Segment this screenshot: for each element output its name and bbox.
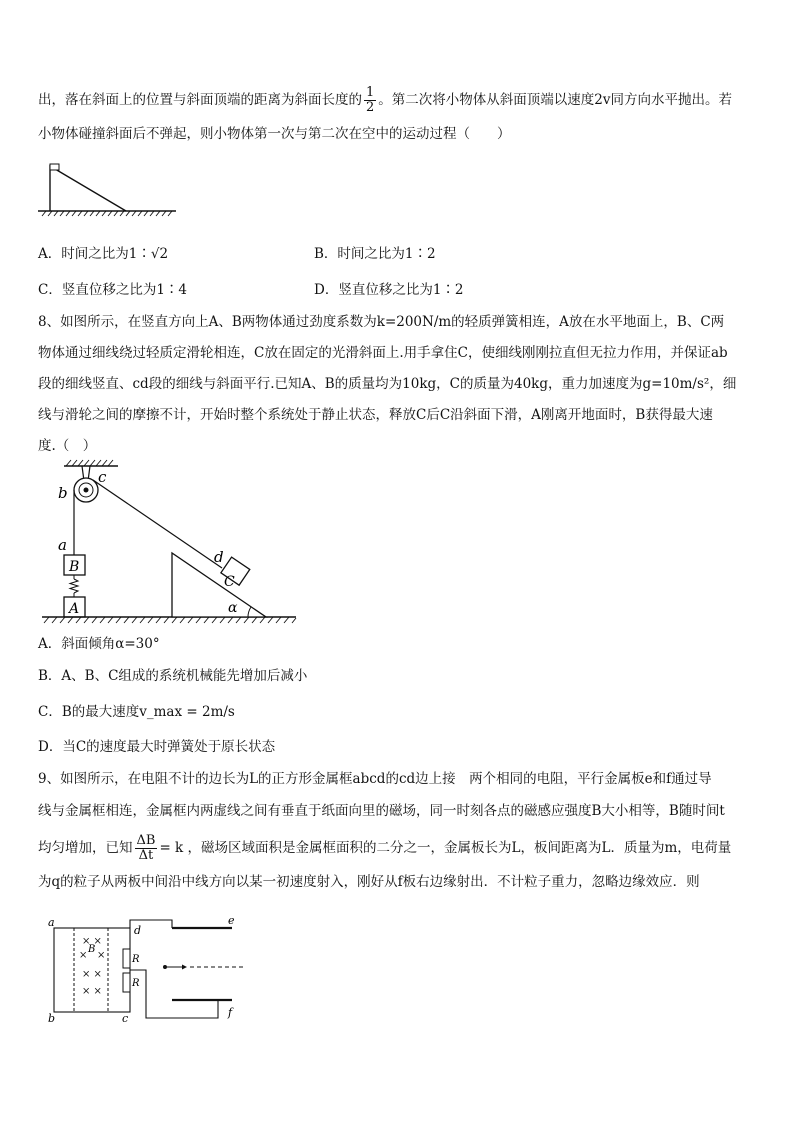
- q9-line1: 9、如图所示，在电阻不计的边长为L的正方形金属框abcd的cd边上接 两个相同的电阻，平行金属板e和f通过导: [38, 771, 712, 787]
- q8-label-b: b: [58, 484, 68, 502]
- q7-option-b: B．时间之比为1∶2: [314, 246, 436, 262]
- q9-label-d: d: [134, 924, 142, 937]
- svg-text:×: ×: [97, 950, 106, 961]
- q7-incline-figure: [36, 160, 186, 220]
- q8-line2: 物体通过细线绕过轻质定滑轮相连，C放在固定的光滑斜面上.用手拿住C，使细线刚刚拉直但无拉力作用，并保证ab: [38, 345, 728, 361]
- q8-label-d: d: [214, 548, 224, 566]
- q7-line1-post: 。第二次将小物体从斜面顶端以速度2v同方向水平抛出。若: [378, 92, 732, 108]
- q9-label-e: e: [228, 914, 235, 927]
- q9-line3: [38, 834, 731, 863]
- q9-line4: 为q的粒子从两板中间沿中线方向以某一初速度射入，刚好从f板右边缘射出．不计粒子重力，忽略边缘效应．则: [38, 874, 700, 890]
- q7-option-d: D．竖直位移之比为1∶2: [314, 282, 464, 298]
- q8-line3: 段的细线竖直、cd段的细线与斜面平行.已知A、B的质量均为10kg，C的质量为40kg，重力加速度为g=10m/s²，细: [38, 376, 737, 392]
- q8-label-block-b: B: [69, 559, 80, 575]
- q9-fraction: [135, 834, 158, 863]
- q8-line1: 8、如图所示，在竖直方向上A、B两物体通过劲度系数为k=200N/m的轻质弹簧相连，A放在水平地面上，B、C两: [38, 314, 725, 330]
- q9-circuit-figure: [46, 912, 256, 1024]
- q7-option-c: C．竖直位移之比为1∶4: [38, 282, 188, 298]
- q9-label-r2: R: [132, 978, 140, 989]
- q8-line5: 度.（ ）: [38, 438, 97, 454]
- q9-label-field-b: B: [88, 944, 96, 955]
- svg-text:× ×: × ×: [82, 936, 102, 947]
- q7-line2: 小物体碰撞斜面后不弹起，则小物体第一次与第二次在空中的运动过程（ ）: [38, 126, 511, 142]
- q8-option-a: A．斜面倾角α=30°: [38, 636, 160, 652]
- q9-label-c: c: [122, 1012, 129, 1025]
- svg-text:× ×: × ×: [82, 969, 102, 980]
- q9-label-b: b: [48, 1012, 56, 1025]
- q8-label-block-a: A: [69, 601, 80, 617]
- q7-frac-den: 2: [366, 100, 375, 115]
- q9-line3-post: = k ，磁场区域面积是金属框面积的二分之一，金属板长为L，板间距离为L．质量为m，电荷量: [159, 840, 732, 856]
- q7-line1-pre: 出，落在斜面上的位置与斜面顶端的距离为斜面长度的: [38, 92, 362, 108]
- q8-option-b: B．A、B、C组成的系统机械能先增加后减小: [38, 668, 308, 684]
- q9-label-f: f: [228, 1006, 233, 1019]
- q7-frac-num: 1: [366, 85, 375, 100]
- q8-label-c: c: [98, 468, 107, 486]
- q8-pulley-incline-figure: [38, 458, 300, 628]
- q7-option-a: A．时间之比为1∶√2: [38, 246, 169, 262]
- q9-frac-num: ΔB: [136, 833, 156, 848]
- q8-option-d: D．当C的速度最大时弹簧处于原长状态: [38, 739, 276, 755]
- q8-label-a: a: [58, 536, 67, 554]
- q7-fraction: [364, 86, 376, 115]
- q9-line2: 线与金属框相连，金属框内两虚线之间有垂直于纸面向里的磁场，同一时刻各点的磁感应强度B大小相等，B随时间t: [38, 803, 725, 819]
- q7-line1: [38, 86, 732, 115]
- q9-label-r1: R: [132, 954, 140, 965]
- q8-label-block-c: C: [224, 574, 235, 590]
- svg-text:×: ×: [79, 950, 88, 961]
- q8-option-c: C．B的最大速度v_max = 2m/s: [38, 704, 235, 720]
- q9-label-a: a: [48, 916, 55, 929]
- q9-line3-pre: 均匀增加，已知: [38, 840, 133, 856]
- q9-frac-den: Δt: [138, 848, 154, 863]
- q8-line4: 线与滑轮之间的摩擦不计，开始时整个系统处于静止状态，释放C后C沿斜面下滑，A刚离开地面时，B获得最大速: [38, 407, 713, 423]
- q8-label-alpha: α: [228, 600, 238, 616]
- svg-text:× ×: × ×: [82, 986, 102, 997]
